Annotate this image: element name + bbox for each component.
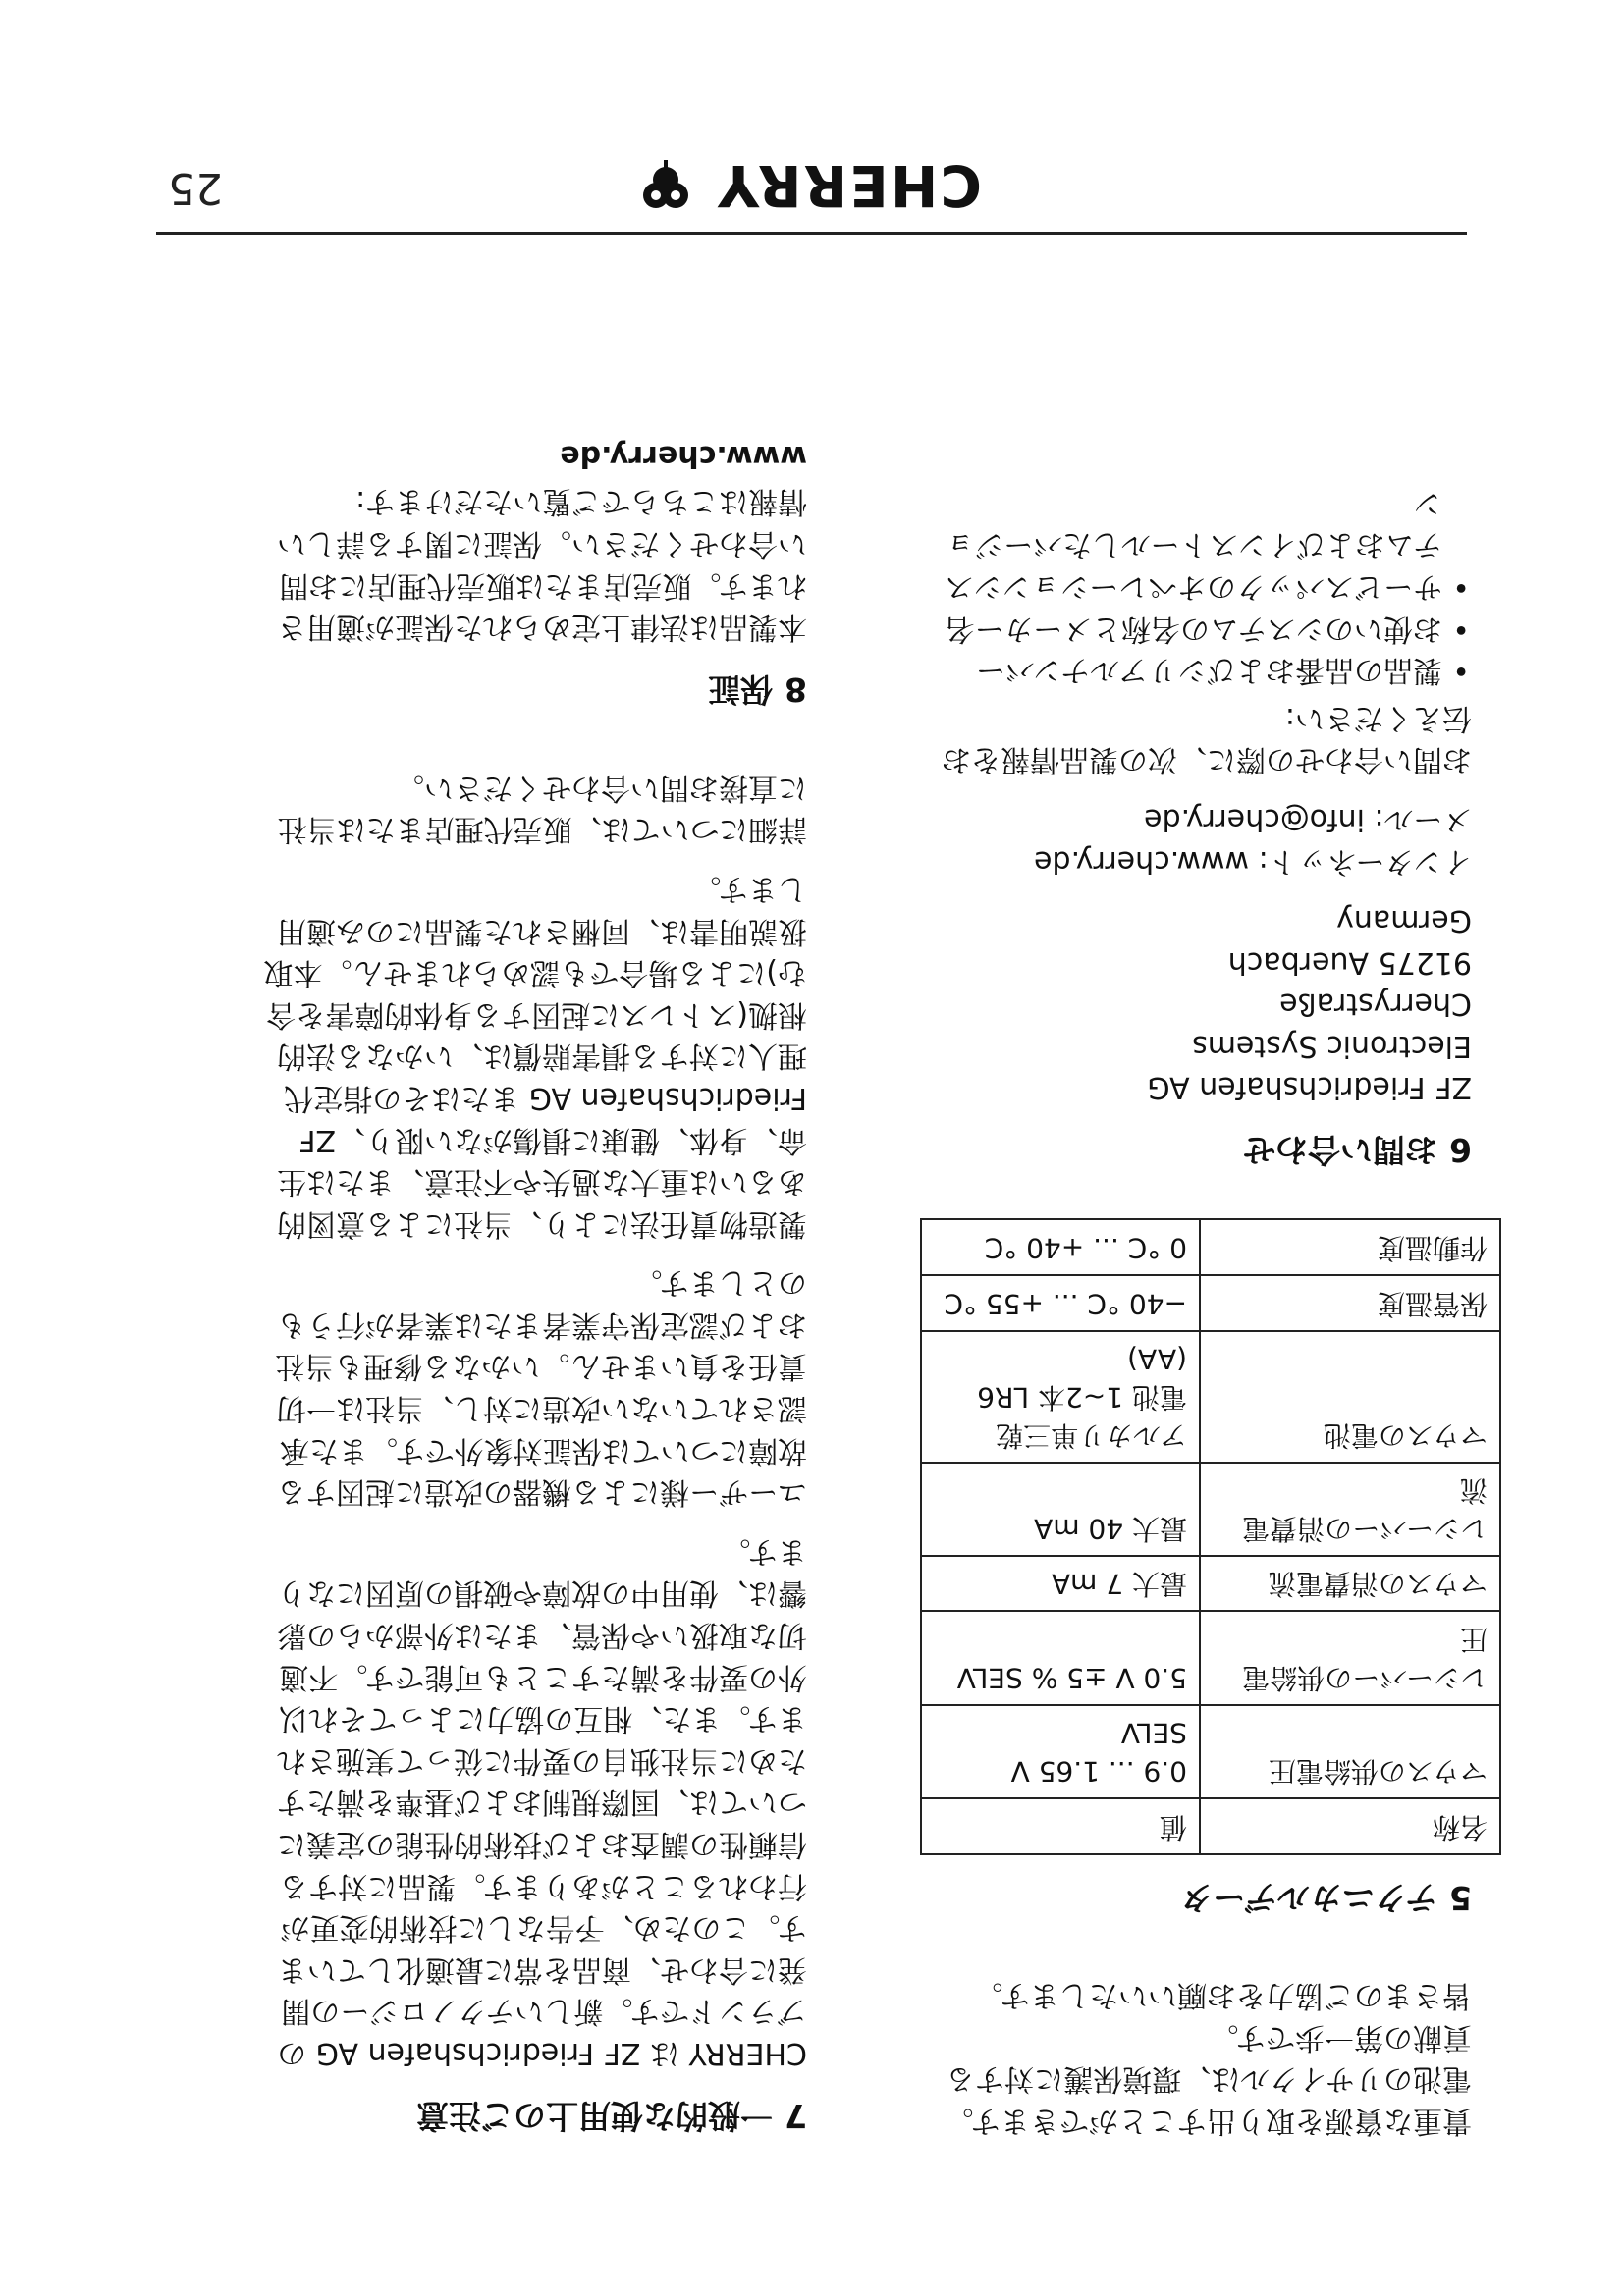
body-paragraph: 詳細については、販売代理店または当社に直接お問い合わせください。 [277,770,807,847]
body-paragraph: CHERRY は ZF Friedrichshafen AG のブランドです。新しいテクノロジーの開発に合わせ、商品を常に最適化しています。このため、予告なしに技術的変更が行われることがあります。製品に対する信頼性の調査および技術的性能の定義については、国際規制および基準を満たすために当社独自の要件に従って実施されます。また、相互の協力によってそれ以外の要件を満たすことも可能です。不適切な取扱いや保管、または外部からの影響は、使用中の故障や破損の原因になります。 [277,1533,807,2070]
section-title: 一般的な使用上のご注意 [416,2097,774,2135]
table-cell: 0.9 ... 1.65 V SELV [921,1705,1200,1798]
section-title: 保証 [708,670,774,710]
intro-line: 貢献の第一歩です。 [1209,2019,1472,2055]
table-cell: −40 °C ... +55 °C [921,1275,1200,1331]
table-row [921,1331,1500,1463]
address-line: Cherrystraße [1279,987,1472,1022]
right-column [257,416,807,2141]
table-cell: 最大 7 mA [921,1556,1200,1612]
table-cell: レシーバーの消費電 流 [1200,1463,1500,1556]
body-paragraph: 本製品は法律上定められた保証が適用されます。販売店または販売代理店にお問い合わせください。保証に関する詳しい情報はこちらでご覧いただけます: [277,484,807,645]
body-paragraph: 製造物責任法により、当社による意図的あるいは重大な過失や不注意、または生命、身体、健康に損傷がない限り、ZF Friedrichshafen AG またはその指定代理人に対する損害賠償は、いかなる法的根拠(ストレスに起因する身体的障害を含む)による場合でも認められません。本取扱説明書は、同梱された製品にのみ適用します。 [263,871,807,1241]
table-cell: 5.0 V ±5 % SELV [921,1612,1200,1705]
table-cell: レシーバーの供給電 圧 [1200,1612,1500,1705]
table-cell: マウスの消費電流 [1200,1556,1500,1612]
address-line: 91275 Auerbach [1227,944,1472,980]
table-row [921,1556,1500,1612]
table-cell: アルカリ単三乾 電池 1~2本 LR6 (AA) [921,1331,1200,1463]
warranty-url[interactable]: www.cherry.de [560,438,807,473]
table-cell: 保管温度 [1200,1275,1500,1331]
address-line: ZF Friedrichshafen AG [1147,1070,1472,1105]
table-header-row [921,1798,1500,1854]
list-item: • 製品の品番およびシリアルナンバー [922,649,1472,691]
table-cell: マウスの電池 [1200,1331,1500,1463]
intro-line: 皆さまのご協力をお願いいたします。 [973,1978,1472,2013]
body-paragraph: ユーザー様による機器の改造に起因する故障については保証対象外です。また承認されていない改造に対し、当社は一切責任を負いません。いかなる修理も当社および認定保守業者または業者が行うものとします。 [275,1265,807,1510]
section-heading [922,1877,1472,1923]
table-row [921,1612,1500,1705]
table-cell: 最大 40 mA [921,1463,1200,1556]
address-line: Germany [1336,903,1472,938]
table-row [921,1220,1500,1276]
request-text: お問い合わせの際に、次の製品情報をお伝えください: [942,700,1472,777]
email-link[interactable]: メール: info@cherry.de [1144,801,1472,836]
column-header: 名称 [1200,1798,1500,1854]
table-cell: 0 °C ... +40 °C [921,1220,1200,1276]
table-row [921,1705,1500,1798]
table-cell: マウスの供給電圧 [1200,1705,1500,1798]
product-info-list [922,481,1472,690]
list-item: • サービスパックのオペレーションシステムおよびインストールしたバージョン [922,481,1472,607]
technical-data-table [920,1219,1501,1855]
section-heading [257,2095,807,2141]
section-number: 6 [1449,1131,1472,1170]
recycling-note [922,1974,1472,2141]
intro-line: 貴重な資源を取り出すことができます。 [944,2104,1472,2138]
section-number: 5 [1449,1878,1472,1917]
section-heading [257,668,807,715]
address-line: Electronic Systems [1192,1028,1472,1063]
column-header: 値 [921,1798,1200,1854]
table-row [921,1463,1500,1556]
section-heading [922,1130,1472,1176]
intro-line: 電池のリサイクルは、環境保護に対する [946,2061,1472,2097]
section-number: 7 [785,2097,807,2135]
company-address [922,899,1472,1108]
table-cell: 作動温度 [1200,1220,1500,1276]
header-rule [156,232,1467,235]
left-column [922,481,1488,2141]
brand-wordmark: CHERRY [716,152,982,219]
cherry-leaf-icon [636,158,695,217]
internet-link[interactable]: インターネット: www.cherry.de [1034,843,1472,879]
table-row [921,1275,1500,1331]
section-number: 8 [785,670,807,710]
section-title: お問い合わせ [1243,1131,1438,1170]
list-item: • お使いのシステムの名称とメーカー名 [922,607,1472,649]
cherry-logo [628,152,982,219]
contact-info [922,797,1472,881]
section-title: テクニカルデータ [1180,1878,1438,1917]
page-number: 25 [168,163,223,213]
